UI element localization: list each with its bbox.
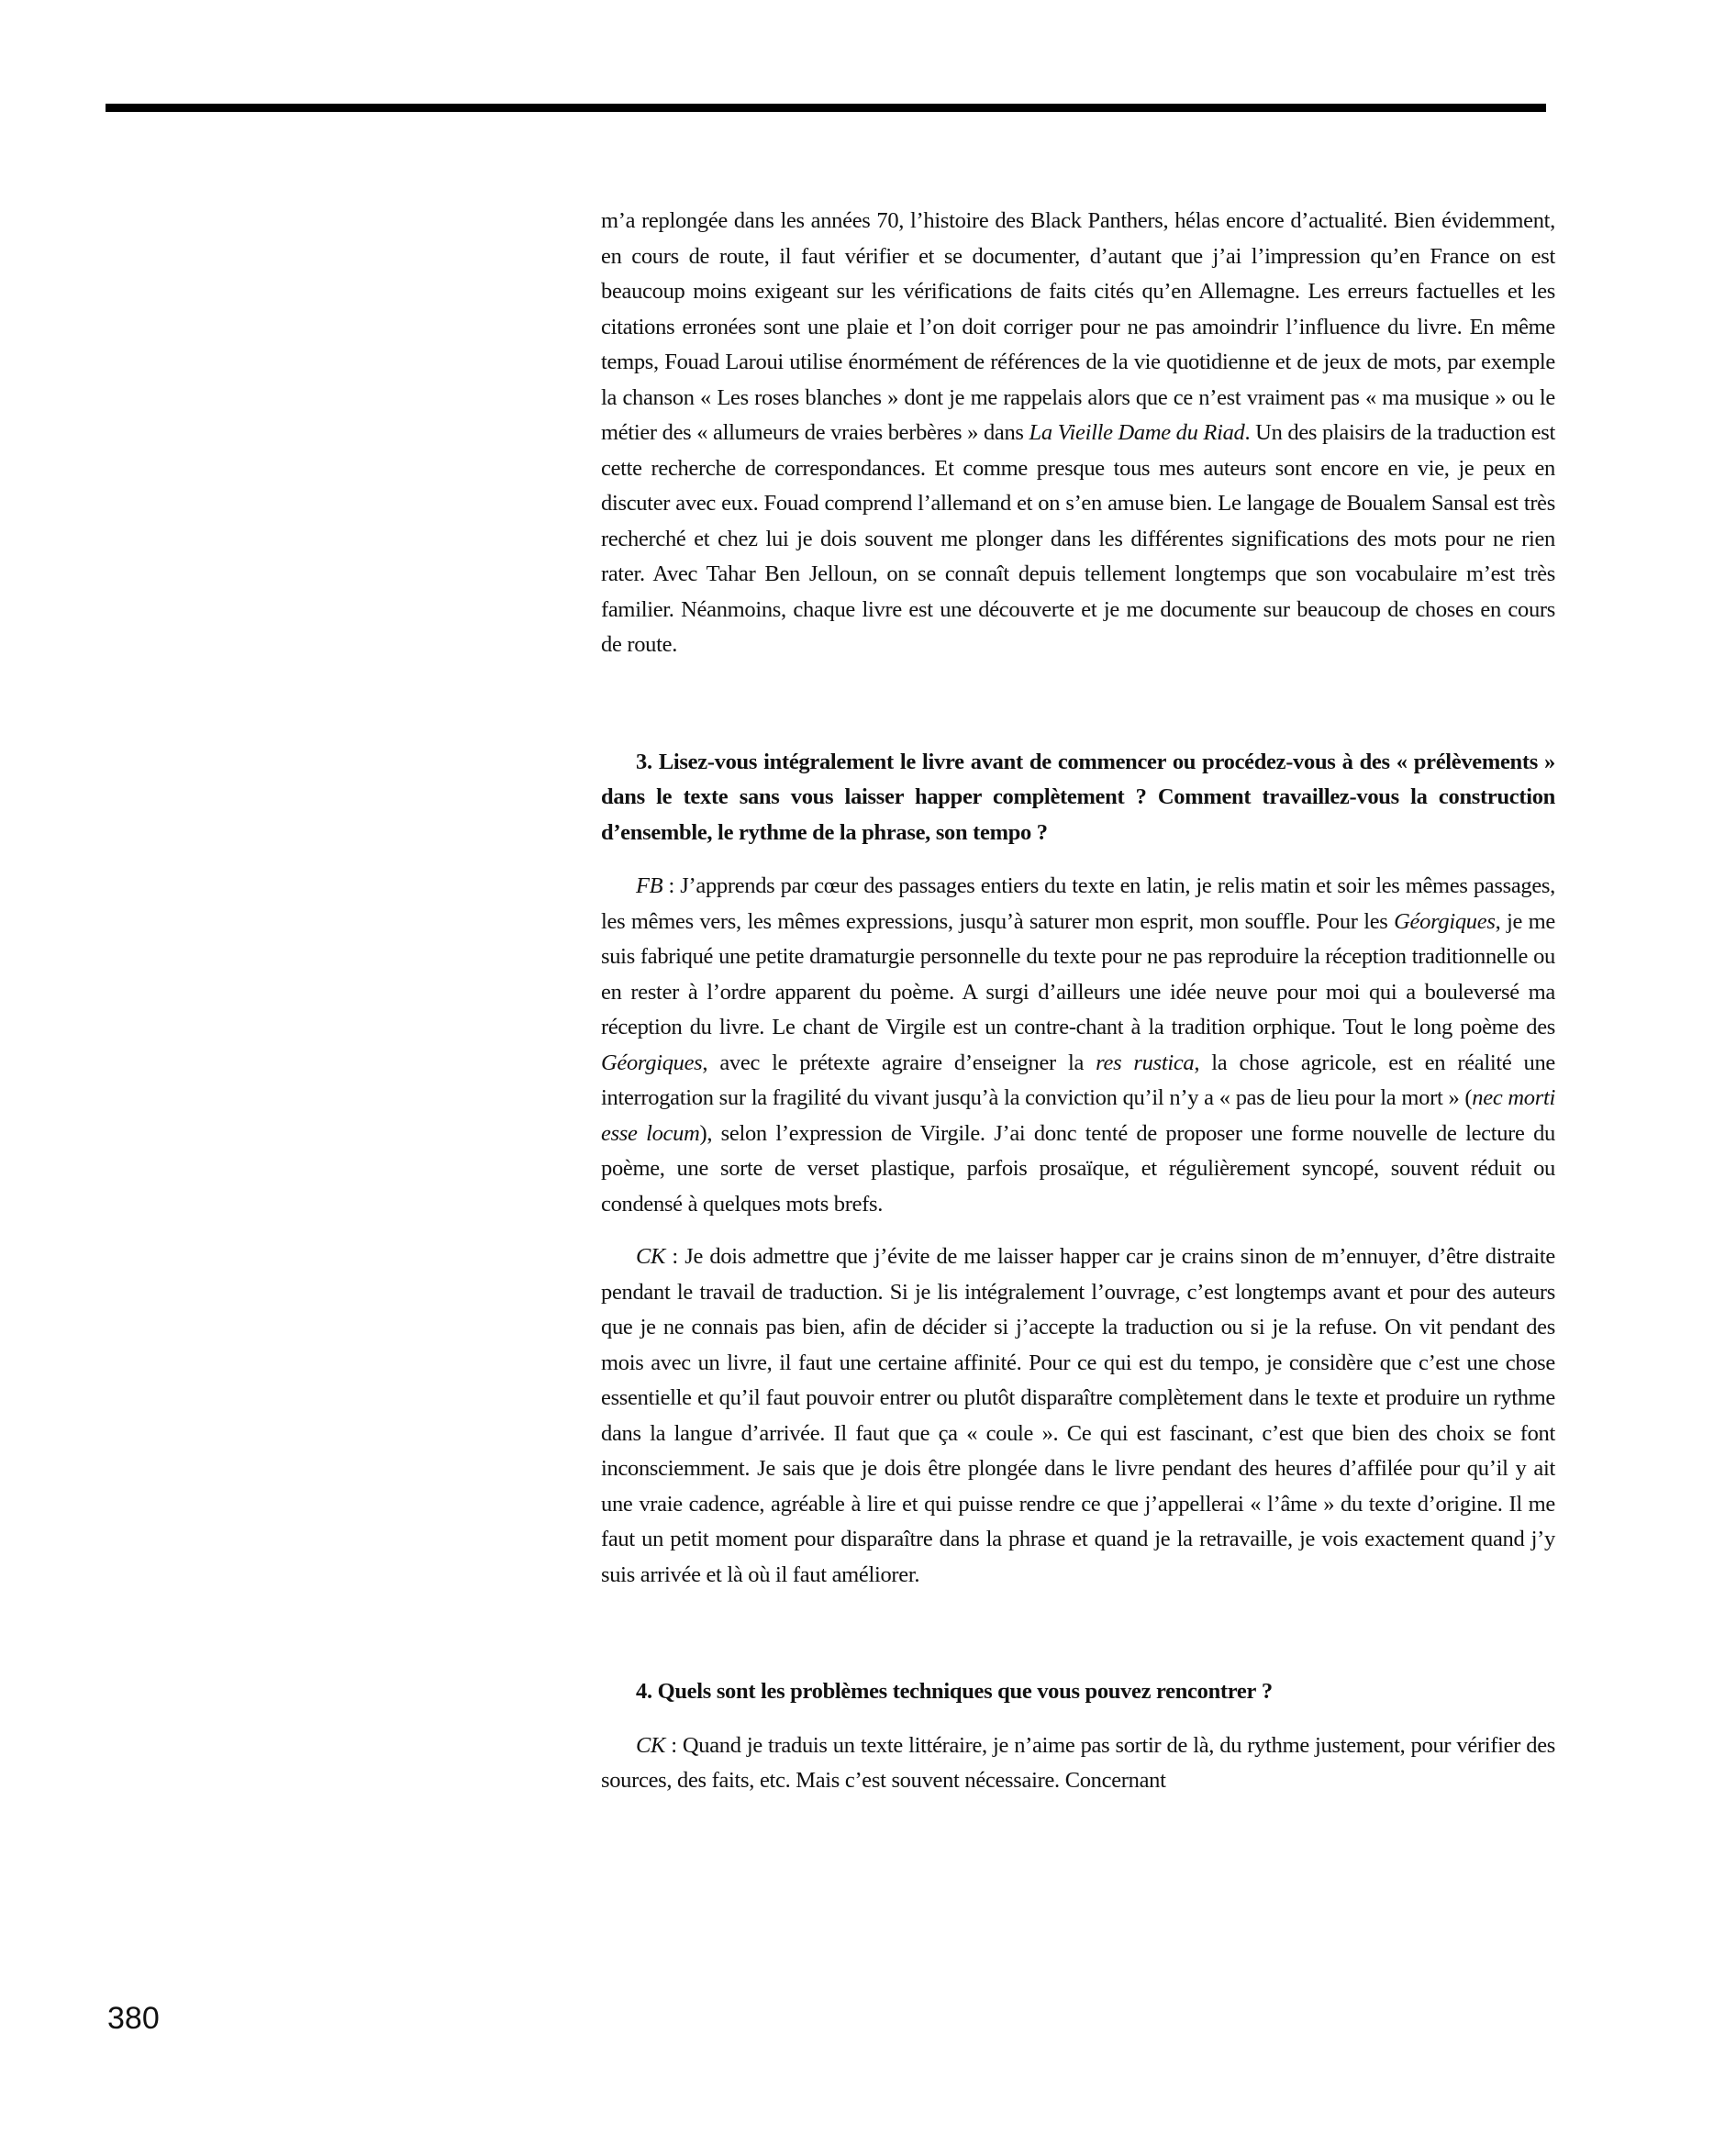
body-paragraph: FB : J’apprends par cœur des passages entiers du texte en latin, je relis matin et soir les mêmes passages, les mêmes vers, les mêmes expressions, jusqu’à saturer mon esprit, mon souffle. Pour les Géorgiques, je me suis fabriqué une petite dramaturgie personnelle du texte pour ne pas reproduire la réception traditionnelle ou en rester à l’ordre apparent du poème. A surgi d’ailleurs une idée neuve pour moi qui a bouleversé ma réception du livre. Le chant de Virgile est un contre-chant à la tradition orphique. Tout le long poème des Géorgiques, avec le prétexte agraire d’enseigner la res rustica, la chose agricole, est en réalité une interrogation sur la fragilité du vivant jusqu’à la conviction qu’il n’y a « pas de lieu pour la mort » (nec morti esse locum), selon l’expression de Virgile. J’ai donc tenté de proposer une forme nouvelle de lecture du poème, une sorte de verset plastique, parfois prosaïque, et régulièrement syncopé, souvent réduit ou condensé à quelques mots brefs. — [601, 873, 1556, 1217]
body-paragraph: CK : Je dois admettre que j’évite de me laisser happer car je crains sinon de m’ennuyer, d’être distraite pendant le travail de traduction. Si je lis intégralement l’ouvrage, c’est longtemps avant et pour des auteurs que je ne connais pas bien, afin de décider si j’accepte la traduction ou si je la refuse. On vit pendant des mois avec un livre, il faut une certaine affinité. Pour ce qui est du tempo, je considère que c’est une chose essentielle et qu’il faut pouvoir entrer ou plutôt disparaître complètement dans le texte et produire un rythme dans la langue d’arrivée. Il faut que ça « coule ». Ce qui est fascinant, c’est que bien des choix se font inconsciemment. Je sais que je dois être plongée dans le livre pendant des heures d’affilée pour qu’il y ait une vraie cadence, agréable à lire et qui puisse rendre ce que j’appellerai « l’âme » du texte d’origine. Il me faut un petit moment pour disparaître dans la phrase et quand je la retravaille, je vois exactement quand j’y suis arrivée et là où il faut améliorer. — [601, 1244, 1555, 1587]
text-column — [601, 204, 1555, 1799]
question-heading: 3. Lisez-vous intégralement le livre avant de commencer ou procédez-vous à des « prélèvements » dans le texte sans vous laisser happer complètement ? Comment travaillez-vous la construction d’ensemble, le rythme de la phrase, son tempo ? — [601, 749, 1555, 845]
page-number: 380 — [107, 2001, 160, 2036]
top-rule — [106, 104, 1546, 112]
body-paragraph: CK : Quand je traduis un texte littéraire, je n’aime pas sortir de là, du rythme justement, pour vérifier des sources, des faits, etc. Mais c’est souvent nécessaire. Concernant — [601, 1732, 1555, 1793]
question-heading: 4. Quels sont les problèmes techniques que vous pouvez rencontrer ? — [636, 1679, 1273, 1704]
italic-text: Géorgiques — [601, 1050, 703, 1075]
body-paragraph: m’a replongée dans les années 70, l’histoire des Black Panthers, hélas encore d’actualité. Bien évidemment, en cours de route, il faut vérifier et se documenter, d’autant que j’ai l’impression qu’en France on est beaucoup moins exigeant sur les vérifications de faits cités qu’en Allemagne. Les erreurs factuelles et les citations erronées sont une plaie et l’on doit corriger pour ne pas amoindrir l’influence du livre. En même temps, Fouad Laroui utilise énormément de références de la vie quotidienne et de jeux de mots, par exemple la chanson « Les roses blanches » dont je me rappelais alors que ce n’est vraiment pas « ma musique » ou le métier des « allumeurs de vraies berbères » dans La Vieille Dame du Riad. Un des plaisirs de la traduction est cette recherche de correspondances. Et comme presque tous mes auteurs sont encore en vie, je peux en discuter avec eux. Fouad comprend l’allemand et on s’en amuse bien. Le langage de Boualem Sansal est très recherché et chez lui je dois souvent me plonger dans les différentes significations des mots pour ne rien rater. Avec Tahar Ben Jelloun, on se connaît depuis tellement longtemps que son vocabulaire m’est très familier. Néanmoins, chaque livre est une découverte et je me documente sur beaucoup de choses en cours de route. — [601, 208, 1555, 657]
italic-text: FB — [636, 873, 663, 898]
italic-text: Géorgiques — [1394, 908, 1496, 934]
italic-text: res rustica — [1096, 1050, 1195, 1075]
italic-text: CK — [636, 1244, 666, 1269]
italic-text: CK — [636, 1732, 666, 1758]
italic-text: nec morti esse locum — [601, 1085, 1556, 1146]
italic-text: La Vieille Dame du Riad — [1029, 420, 1245, 445]
